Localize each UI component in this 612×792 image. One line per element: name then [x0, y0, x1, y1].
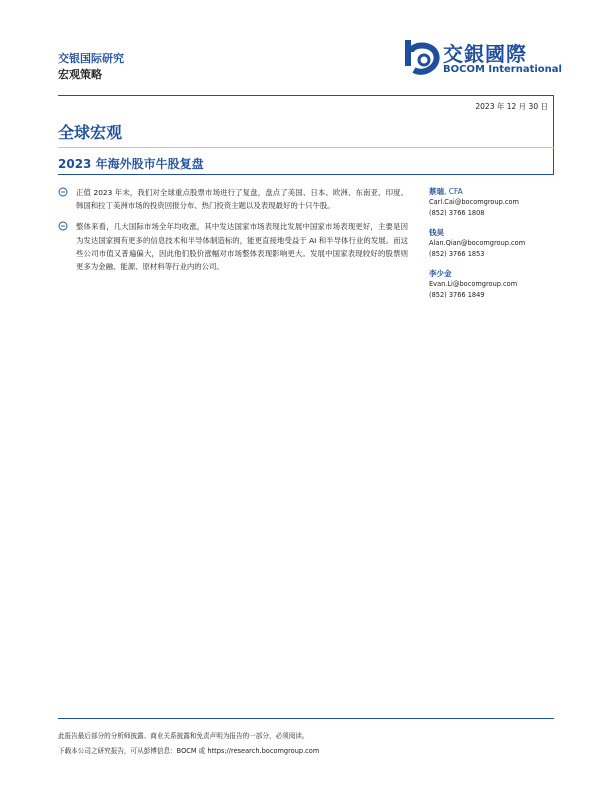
- title-rule: [58, 147, 554, 148]
- analyst-list: [429, 186, 559, 309]
- download-link-text[interactable]: 下载本公司之研究报告，可从彭博信息：BOCM 或 https://research.bocomgroup.com: [58, 747, 320, 755]
- summary-bullet-text: 整体来看，几大国际市场全年均收涨，其中发达国家市场表现比发展中国家市场表现更好，主要是因为发达国家拥有更多的信息技术和半导体制造标的，能更直接地受益于 AI 和半导体行业的发展。而这些公司市值又普遍偏大，因此他们股价涨幅对市场整体表现影响更大。发展中国家表现较好的股票则更多为金融、能源、原材料等行业内的公司。: [76, 222, 408, 272]
- footer-rule: [58, 718, 554, 719]
- header-vertical-rule: [553, 96, 554, 174]
- analyst-name: 李少金: [429, 269, 452, 278]
- analyst-card: [429, 227, 559, 260]
- disclaimer-text: 此报告最后部分的分析师披露、商业关系披露和免责声明为报告的一部分，必须阅读。: [58, 732, 309, 740]
- subtitle-rule: [58, 174, 554, 175]
- analyst-phone: (852) 3766 1853: [429, 250, 485, 258]
- analyst-card: [429, 186, 559, 219]
- analyst-email[interactable]: Alan.Qian@bocomgroup.com: [429, 239, 526, 247]
- analyst-email[interactable]: Evan.Li@bocomgroup.com: [429, 280, 518, 288]
- circled-minus-icon: [58, 221, 68, 231]
- page-subtitle: 2023 年海外股市牛股复盘: [58, 157, 204, 171]
- bocom-logo-icon: [402, 38, 442, 80]
- org-name: 交银国际研究: [58, 52, 124, 65]
- page-title: 全球宏观: [58, 123, 123, 142]
- circled-minus-icon: [58, 187, 68, 197]
- analyst-phone: (852) 3766 1849: [429, 291, 485, 299]
- analyst-email[interactable]: Carl.Cai@bocomgroup.com: [429, 198, 519, 206]
- analyst-name: 蔡瑞: [429, 187, 444, 196]
- analyst-phone: (852) 3766 1808: [429, 209, 485, 217]
- analyst-credential: , CFA: [444, 187, 463, 196]
- analyst-name: 钱昊: [429, 228, 444, 237]
- summary-bullet: [58, 186, 408, 212]
- logo-chinese: 交銀國際: [443, 42, 527, 66]
- logo-english: BOCOM International: [443, 64, 562, 75]
- summary-bullet: [58, 220, 408, 273]
- summary-bullet-text: 正值 2023 年末，我们对全球重点股票市场进行了复盘，盘点了美国、日本、欧洲、东南亚、印度、韩国和拉丁美洲市场的投资回报分布、热门投资主题以及表现最好的十只牛股。: [76, 188, 408, 211]
- report-date: 2023 年 12 月 30 日: [475, 102, 548, 111]
- header-rule: [58, 95, 554, 96]
- analyst-card: [429, 268, 559, 301]
- summary-bullets: [58, 186, 408, 281]
- report-category: 宏观策略: [58, 68, 102, 81]
